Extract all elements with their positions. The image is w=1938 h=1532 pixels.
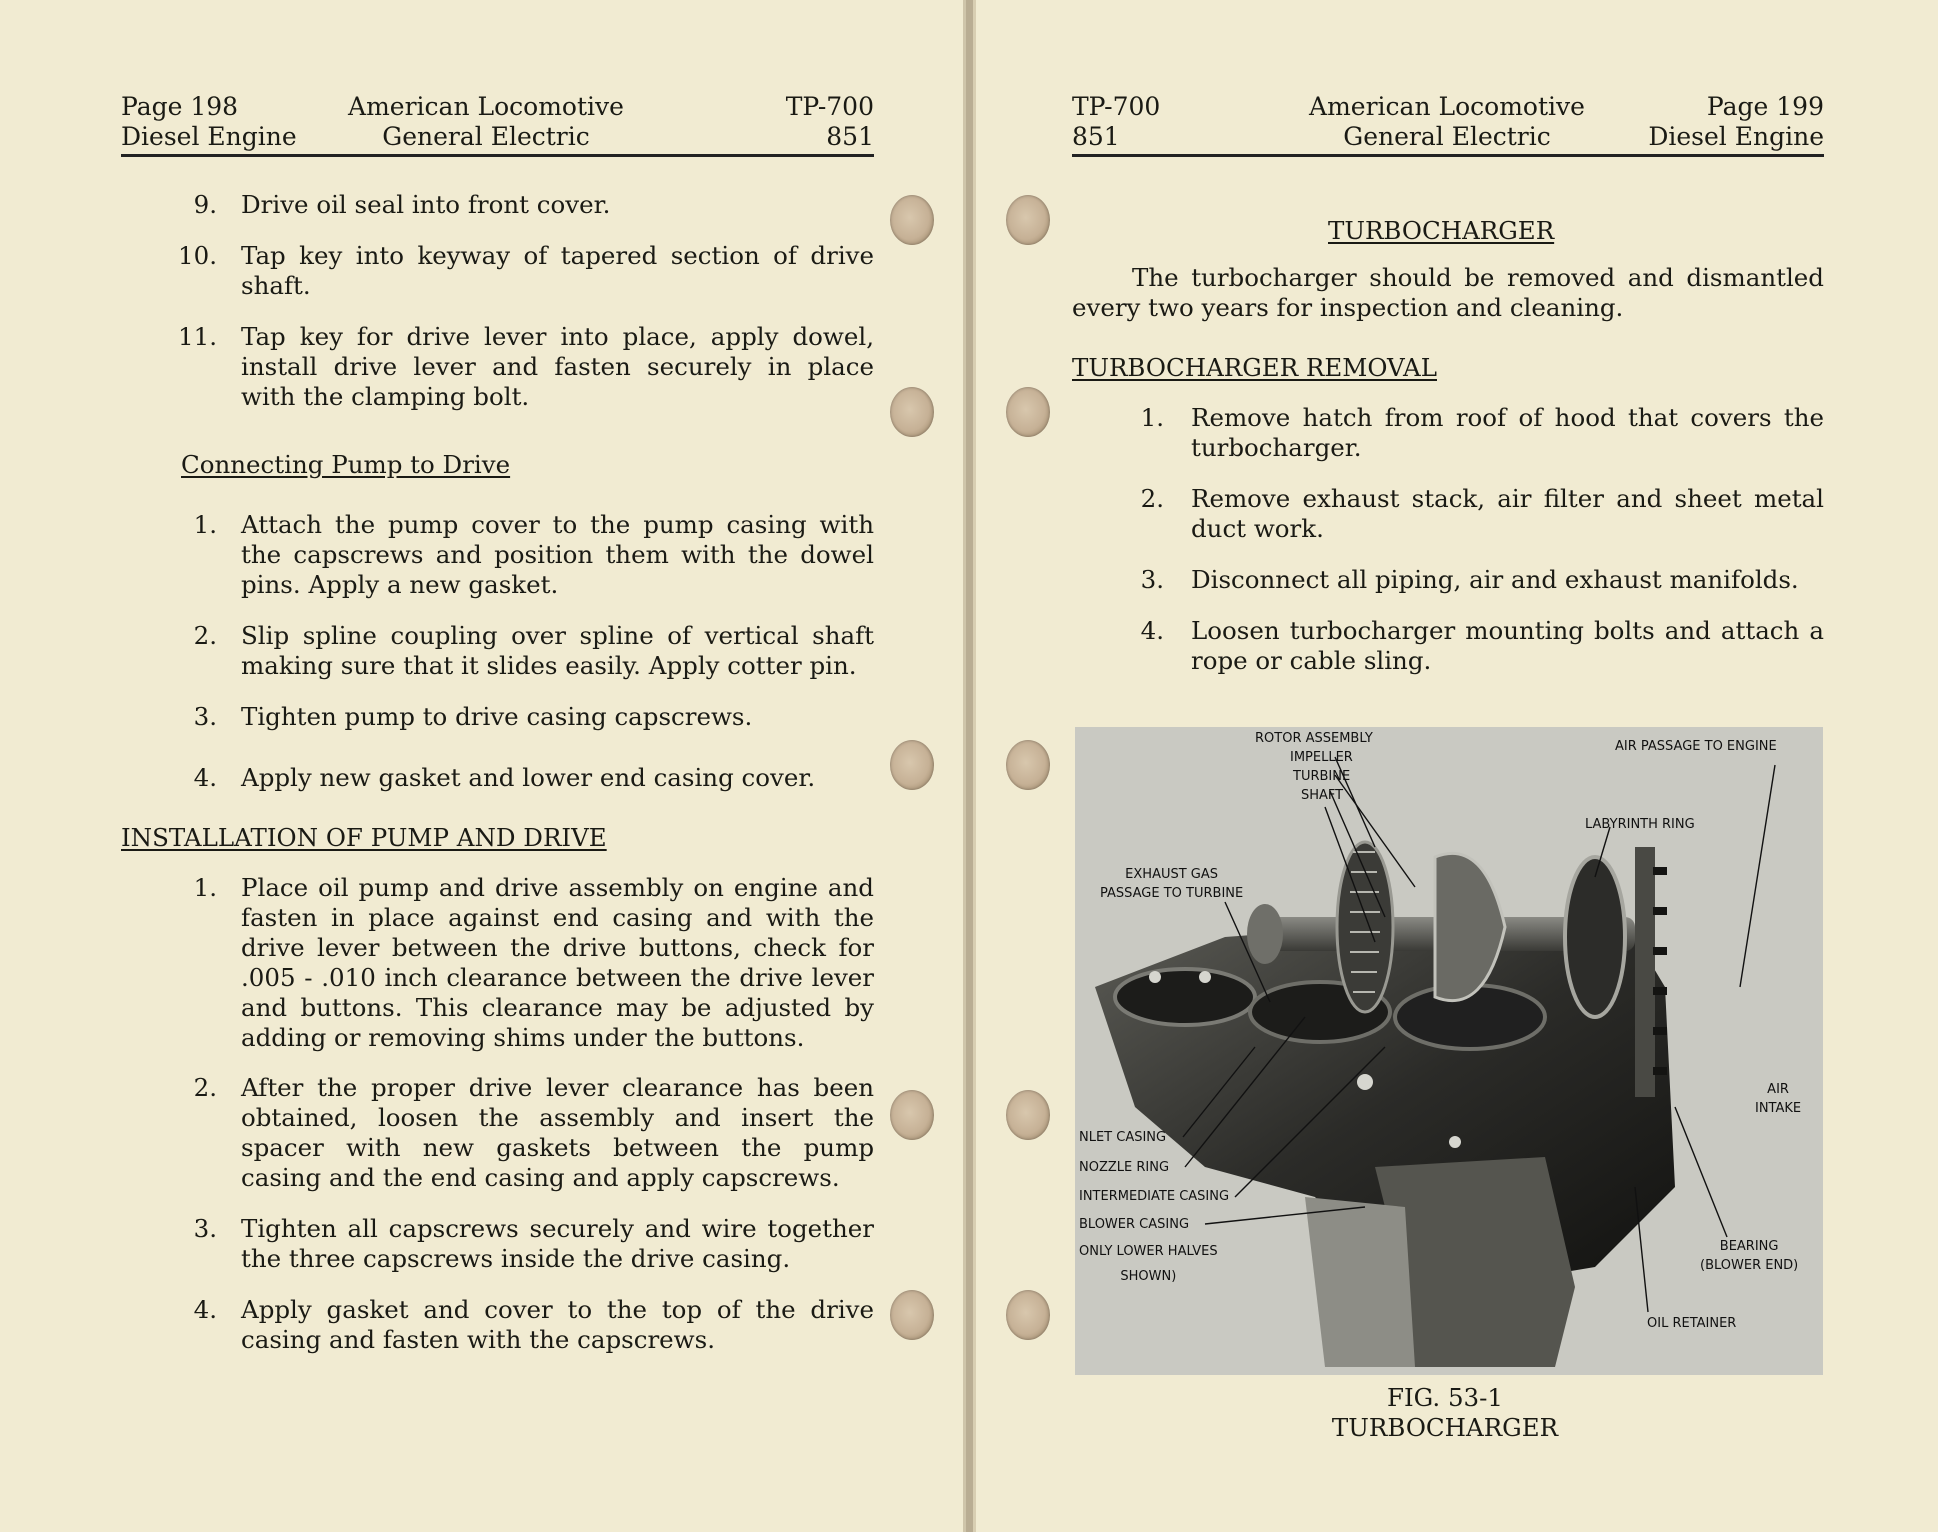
- figure-number: FIG. 53-1: [1387, 1383, 1503, 1412]
- list-item: [121, 1073, 874, 1193]
- left-header-maker: [336, 92, 636, 152]
- left-page: [0, 0, 966, 1532]
- binder-hole: [1006, 740, 1050, 790]
- binder-hole: [890, 1290, 934, 1340]
- list-item: [1072, 616, 1824, 676]
- right-page-content: [1072, 216, 1824, 676]
- intro-paragraph: The turbocharger should be removed and dismantled every two years for inspection and cleaning.: [1072, 263, 1824, 322]
- step-number: 9.: [193, 190, 217, 219]
- binder-hole: [1006, 1090, 1050, 1140]
- label-exhaust-gas-line1: EXHAUST GAS: [1125, 867, 1219, 882]
- binder-hole: [1006, 387, 1050, 437]
- label-oil-retainer: OIL RETAINER: [1647, 1316, 1737, 1331]
- label-exhaust-gas: [1100, 865, 1243, 903]
- right-page-number: Page 199: [1706, 92, 1824, 121]
- turbocharger-figure: [1075, 727, 1823, 1375]
- right-header-doc: [1072, 92, 1160, 152]
- step-number: 1.: [193, 510, 217, 539]
- left-section-name: Diesel Engine: [121, 122, 297, 151]
- step-number: 1.: [1140, 403, 1164, 432]
- step-number: 11.: [178, 322, 217, 351]
- right-maker-line1: American Locomotive: [1309, 92, 1585, 121]
- label-blower-casing: BLOWER CASING: [1079, 1217, 1190, 1232]
- left-page-number: Page 198: [121, 92, 239, 121]
- step-number: 4.: [1140, 616, 1164, 645]
- right-doc-num: 851: [1072, 122, 1120, 151]
- list-item: [121, 322, 874, 412]
- step-number: 2.: [1140, 484, 1164, 513]
- right-maker-line2: General Electric: [1343, 122, 1551, 151]
- step-text: Tap key into keyway of tapered section of drive shaft.: [241, 241, 874, 300]
- label-air-passage: AIR PASSAGE TO ENGINE: [1615, 739, 1777, 754]
- step-text: Loosen turbocharger mounting bolts and attach a rope or cable sling.: [1191, 616, 1824, 675]
- step-text: Drive oil seal into front cover.: [241, 190, 611, 219]
- list-item: [1072, 565, 1824, 595]
- label-impeller: IMPELLER: [1290, 750, 1353, 765]
- list-item: [121, 1295, 874, 1355]
- step-text: Remove hatch from roof of hood that covers the turbocharger.: [1191, 403, 1824, 462]
- right-section-name: Diesel Engine: [1648, 122, 1824, 151]
- right-page-header: [1072, 92, 1824, 157]
- subsection-heading-wrap: [121, 450, 874, 480]
- label-bearing-line1: BEARING: [1719, 1239, 1779, 1254]
- step-text: After the proper drive lever clearance has been obtained, loosen the assembly and insert the spacer with new gaskets between the pump casing and the end casing and apply capscrews.: [241, 1073, 874, 1192]
- step-number: 2.: [193, 621, 217, 650]
- label-air-intake-line1: AIR: [1767, 1082, 1789, 1097]
- left-maker-line2: General Electric: [382, 122, 590, 151]
- binder-hole: [890, 740, 934, 790]
- left-header-page-info: [121, 92, 297, 152]
- right-doc-id: TP-700: [1072, 92, 1161, 121]
- right-header-maker: [1287, 92, 1607, 152]
- binder-hole: [1006, 195, 1050, 245]
- list-item: [1072, 403, 1824, 463]
- step-text: Slip spline coupling over spline of vertical shaft making sure that it slides easily. Apply cotter pin.: [241, 621, 874, 680]
- step-number: 4.: [193, 1295, 217, 1324]
- binder-hole: [890, 1090, 934, 1140]
- left-doc-id: TP-700: [785, 92, 874, 121]
- step-text: Place oil pump and drive assembly on engine and fasten in place against end casing and with the drive lever between the drive buttons, check for .005 - .010 inch clearance between the drive lever and buttons. This clearance may be adjusted by adding or removing shims under the buttons.: [241, 873, 874, 1052]
- figure-title: TURBOCHARGER: [1331, 1413, 1559, 1442]
- step-number: 10.: [178, 241, 217, 270]
- list-item: [121, 510, 874, 600]
- subsection-heading: Connecting Pump to Drive: [181, 450, 511, 479]
- step-number: 1.: [193, 873, 217, 902]
- binder-hole: [890, 195, 934, 245]
- step-text: Apply gasket and cover to the top of the drive casing and fasten with the capscrews.: [241, 1295, 874, 1354]
- label-exhaust-gas-line2: PASSAGE TO TURBINE: [1100, 886, 1244, 901]
- list-item: [1072, 484, 1824, 544]
- step-text: Disconnect all piping, air and exhaust manifolds.: [1191, 565, 1799, 594]
- figure-caption: [1245, 1383, 1645, 1443]
- label-intermediate-casing: INTERMEDIATE CASING: [1079, 1189, 1230, 1204]
- label-only-lower-halves: [1079, 1242, 1218, 1286]
- page-title: TURBOCHARGER: [1328, 216, 1555, 245]
- list-item: [121, 702, 874, 732]
- step-text: Apply new gasket and lower end casing cover.: [241, 763, 816, 792]
- left-header-doc: [786, 92, 874, 152]
- list-item: [121, 190, 874, 220]
- label-only-lower-line1: ONLY LOWER HALVES: [1079, 1244, 1218, 1259]
- label-only-lower-line2: SHOWN): [1120, 1269, 1177, 1284]
- label-turbine: TURBINE: [1293, 769, 1351, 784]
- step-text: Remove exhaust stack, air filter and sheet metal duct work.: [1191, 484, 1824, 543]
- list-item: [121, 621, 874, 681]
- left-maker-line1: American Locomotive: [348, 92, 624, 121]
- step-number: 4.: [193, 763, 217, 792]
- list-item: [121, 1214, 874, 1274]
- label-labyrinth-ring: LABYRINTH RING: [1585, 817, 1695, 832]
- left-page-header: [121, 92, 874, 157]
- step-number: 2.: [193, 1073, 217, 1102]
- step-text: Tap key for drive lever into place, apply dowel, install drive lever and fasten securely in place with the clamping bolt.: [241, 322, 874, 411]
- right-header-page-info: [1648, 92, 1824, 152]
- label-shaft: SHAFT: [1301, 788, 1344, 803]
- label-air-intake-line2: INTAKE: [1755, 1101, 1802, 1116]
- left-page-content: [121, 190, 874, 1355]
- left-doc-num: 851: [826, 122, 874, 151]
- list-item: [121, 873, 874, 1053]
- list-item: [121, 763, 874, 793]
- page-title-wrap: [1072, 216, 1824, 246]
- step-text: Tighten all capscrews securely and wire together the three capscrews inside the drive casing.: [241, 1214, 874, 1273]
- step-text: Attach the pump cover to the pump casing with the capscrews and position them with the dowel pins. Apply a new gasket.: [241, 510, 874, 599]
- step-number: 3.: [193, 1214, 217, 1243]
- label-rotor-assembly: ROTOR ASSEMBLY: [1255, 731, 1373, 746]
- label-inlet-casing: NLET CASING: [1079, 1130, 1167, 1145]
- section-heading-wrap: [121, 823, 874, 853]
- section-heading: TURBOCHARGER REMOVAL: [1072, 353, 1437, 382]
- section-heading-wrap: [1072, 353, 1824, 383]
- binder-hole: [1006, 1290, 1050, 1340]
- label-nozzle-ring: NOZZLE RING: [1079, 1160, 1170, 1175]
- step-text: Tighten pump to drive casing capscrews.: [241, 702, 753, 731]
- step-number: 3.: [1140, 565, 1164, 594]
- binder-hole: [890, 387, 934, 437]
- step-number: 3.: [193, 702, 217, 731]
- label-air-intake: [1755, 1080, 1801, 1118]
- section-heading: INSTALLATION OF PUMP AND DRIVE: [121, 823, 607, 852]
- label-bearing-line2: (BLOWER END): [1700, 1258, 1799, 1273]
- page-gutter: [966, 0, 973, 1532]
- list-item: [121, 241, 874, 301]
- label-bearing: [1700, 1237, 1798, 1275]
